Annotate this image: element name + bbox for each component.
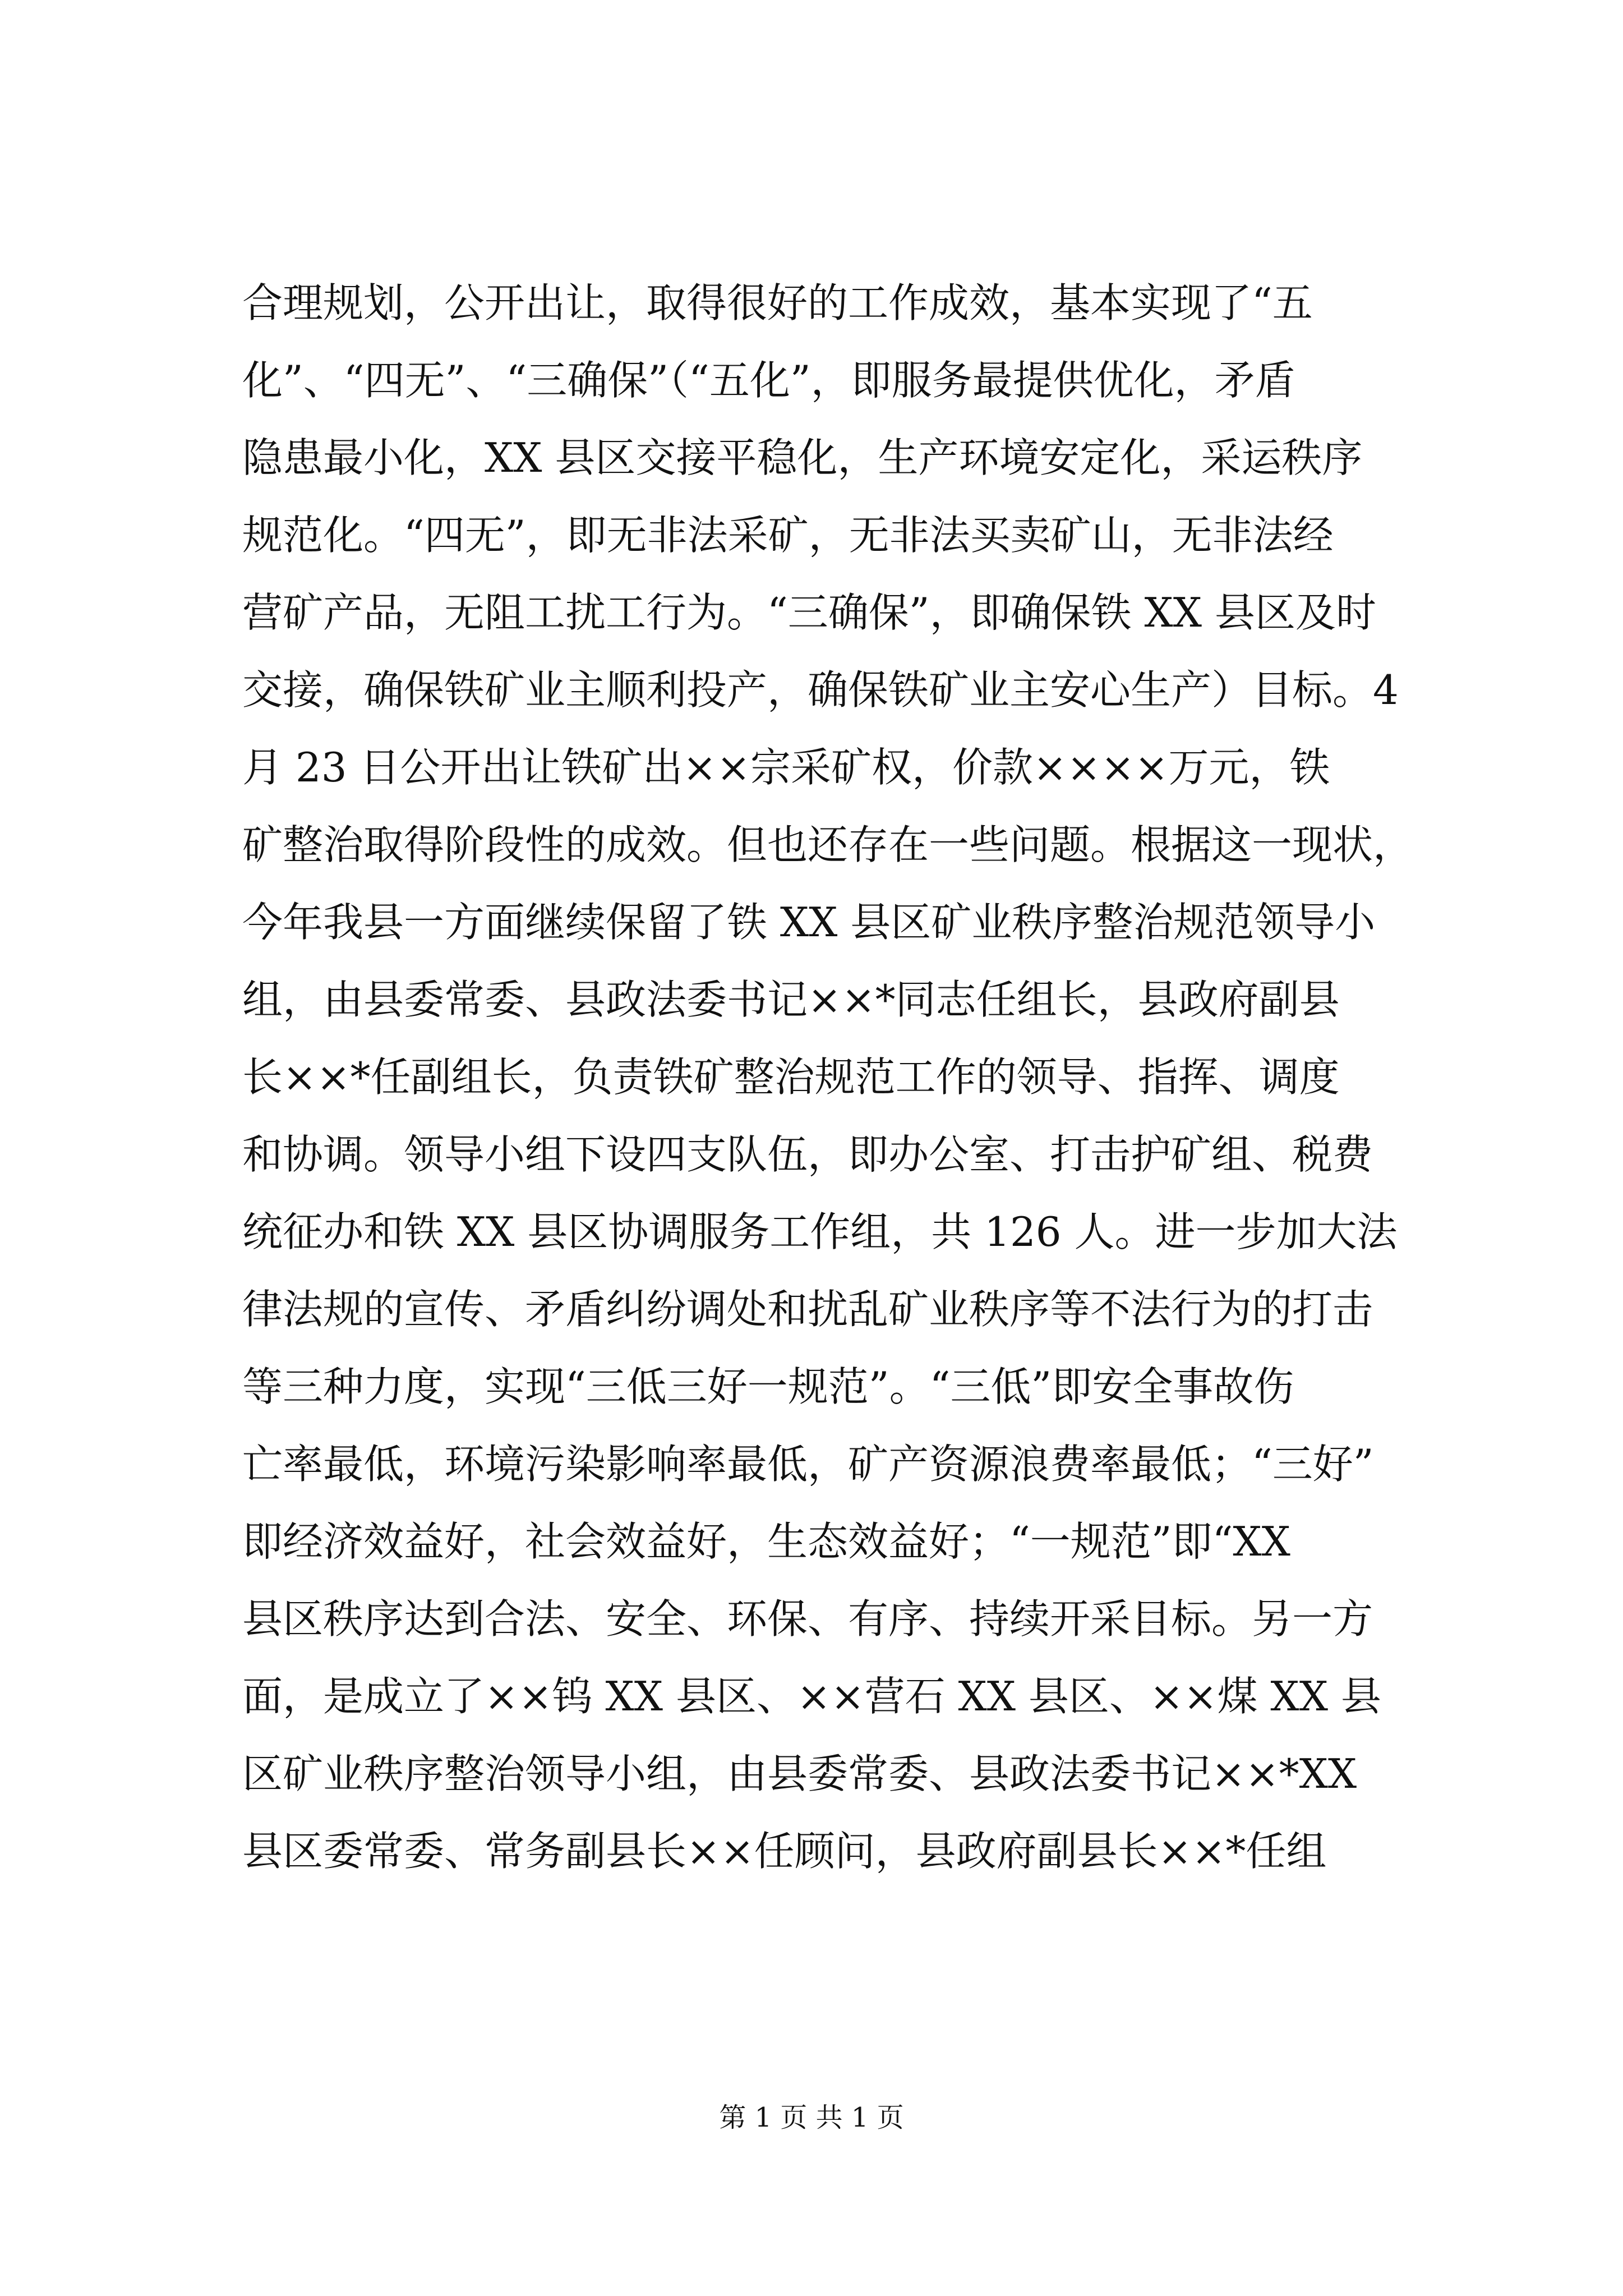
text-line: 统征办和铁 XX 县区协调服务工作组，共 126 人。进一步加大法 (242, 1208, 1398, 1255)
text-line: 县区秩序达到合法、安全、环保、有序、持续开采目标。另一方 (242, 1595, 1373, 1642)
text-line: 矿整治取得阶段性的成效。但也还存在一些问题。根据这一现状， (242, 821, 1414, 868)
text-line: 面，是成立了××钨 XX 县区、××营石 XX 县区、××煤 XX 县 (242, 1673, 1381, 1720)
text-line: 等三种力度，实现“三低三好一规范”。“三低”即安全事故伤 (242, 1363, 1294, 1410)
text-line: 长××*任副组长，负责铁矿整治规范工作的领导、指挥、调度 (242, 1053, 1340, 1101)
text-line: 组，由县委常委、县政法委书记××*同志任组长，县政府副县 (242, 976, 1340, 1023)
text-line: 县区委常委、常务副县长××任顾问，县政府副县长××*任组 (242, 1828, 1327, 1875)
text-line: 规范化。“四无”，即无非法采矿，无非法买卖矿山，无非法经 (242, 512, 1334, 559)
text-line: 交接，确保铁矿业主顺利投产，确保铁矿业主安心生产）目标。4 (242, 666, 1399, 714)
text-line: 合理规划，公开出让，取得很好的工作成效，基本实现了“五 (242, 279, 1313, 326)
text-line: 化”、“四无”、“三确保”（“五化”，即服务最提供优化，矛盾 (242, 357, 1295, 404)
page-footer: 第 1 页 共 1 页 (719, 2102, 904, 2133)
text-line: 区矿业秩序整治领导小组，由县委常委、县政法委书记××*XX (242, 1750, 1357, 1797)
text-line: 亡率最低，环境污染影响率最低，矿产资源浪费率最低；“三好” (242, 1441, 1374, 1488)
text-line: 今年我县一方面继续保留了铁 XX 县区矿业秩序整治规范领导小 (242, 899, 1376, 946)
text-line: 月 23 日公开出让铁矿出××宗采矿权，价款××××万元，铁 (242, 744, 1330, 791)
text-line: 和协调。领导小组下设四支队伍，即办公室、打击护矿组、税费 (242, 1131, 1373, 1178)
text-line: 营矿产品，无阻工扰工行为。“三确保”，即确保铁 XX 县区及时 (242, 589, 1376, 636)
text-line: 即经济效益好，社会效益好，生态效益好；“一规范”即“XX (242, 1518, 1290, 1565)
text-line: 隐患最小化，XX 县区交接平稳化，生产环境安定化，采运秩序 (242, 434, 1363, 481)
text-line: 律法规的宣传、矛盾纠纷调处和扰乱矿业秩序等不法行为的打击 (242, 1286, 1373, 1333)
